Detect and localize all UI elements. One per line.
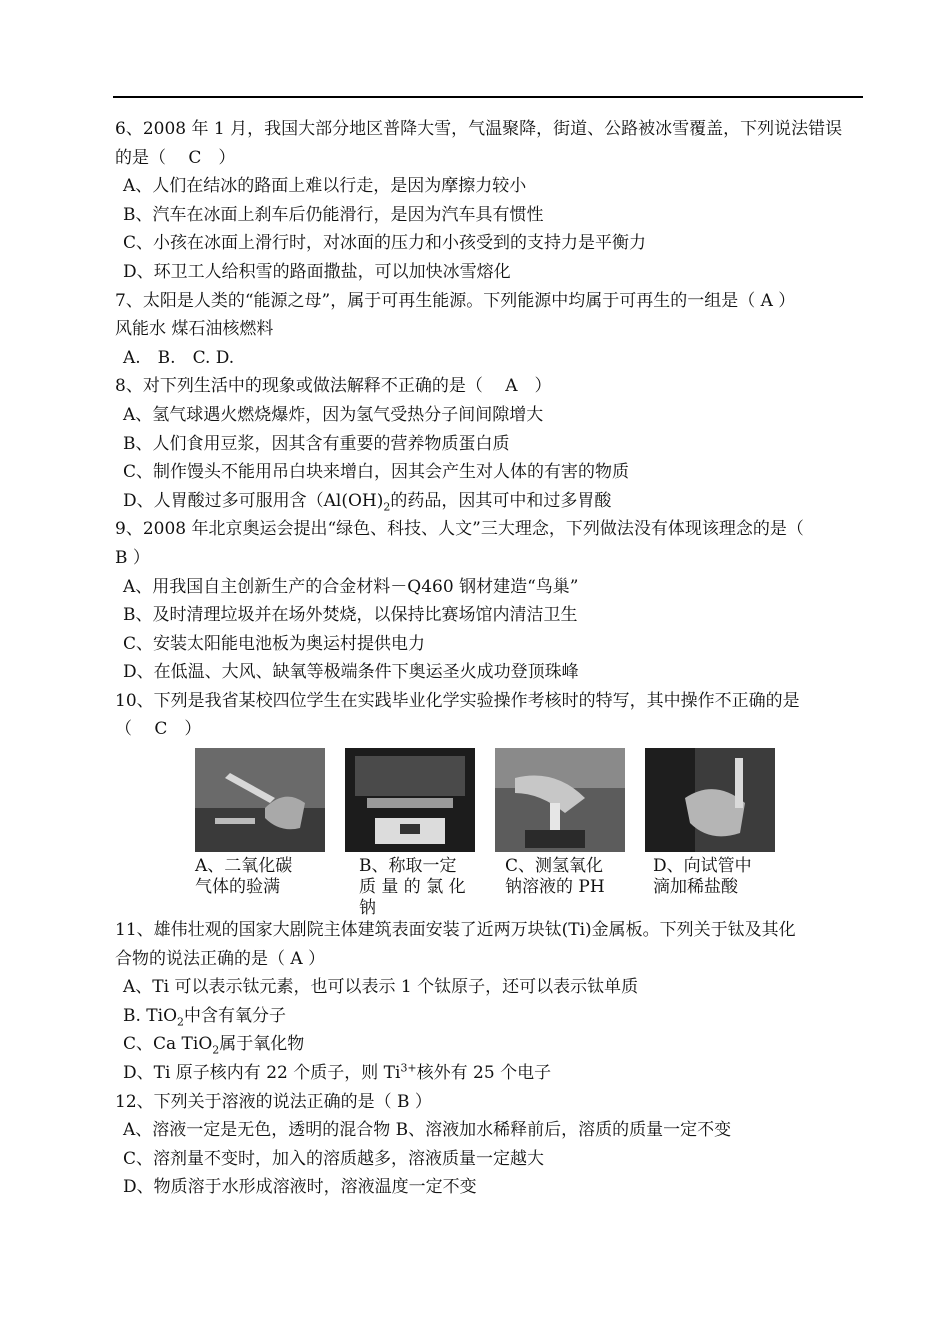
- q11-stem-line1: 11、雄伟壮观的国家大剧院主体建筑表面安装了近两万块钛(Ti)金属板。下列关于钛及其化: [115, 920, 796, 941]
- q10-caption-a: A、二氧化碳 气体的验满: [195, 856, 293, 898]
- q10-caption-c: C、测氢氧化 钠溶液的 PH: [505, 856, 605, 898]
- q6-stem-line2: 的是（ C ）: [115, 147, 236, 168]
- q6-option-a: A、人们在结冰的路面上难以行走，是因为摩擦力较小: [123, 176, 527, 197]
- q9-option-d: D、在低温、大风、缺氧等极端条件下奥运圣火成功登顶珠峰: [123, 662, 579, 683]
- q8-option-d-sub: 2: [383, 500, 391, 514]
- q8-option-d: [115, 487, 865, 516]
- q8-option-c: C、制作馒头不能用吊白块来增白，因其会产生对人体的有害的物质: [123, 462, 630, 483]
- q7-stem-line1: 7、太阳是人类的“能源之母”，属于可再生能源。下列能源中均属于可再生的一组是（ A ）: [115, 290, 796, 311]
- q6-option-b: B、汽车在冰面上刹车后仍能滑行，是因为汽车具有惯性: [123, 204, 544, 225]
- question-sheet: [115, 115, 865, 1202]
- q8-option-d-post: 的药品，因其可中和过多胃酸: [390, 490, 612, 511]
- q9-option-a: A、用我国自主创新生产的合金材料－Q460 钢材建造“鸟巢”: [123, 576, 579, 597]
- q10-stem-line1: 10、下列是我省某校四位学生在实践毕业化学实验操作考核时的特写，其中操作不正确的是: [115, 690, 800, 711]
- q11-stem-line2: 合物的说法正确的是（ A ）: [115, 948, 326, 969]
- q11-option-b: B. TiO$_2$中含有氧分子: [123, 1005, 287, 1029]
- q12-option-c: C、溶剂量不变时，加入的溶质越多，溶液质量一定越大: [123, 1148, 545, 1169]
- q11-option-d: D、Ti 原子核内有 22 个质子，则 $Ti^{3+}$核外有 25 个电子: [123, 1061, 552, 1084]
- q10-photo-d: [645, 748, 775, 852]
- q8-option-a: A、氢气球遇火燃烧爆炸，因为氢气受热分子间间隙增大: [123, 404, 544, 425]
- q10-caption-b: B、称取一定 质 量 的 氯 化 钠: [359, 856, 466, 919]
- q9-stem-line1: 9、2008 年北京奥运会提出“绿色、科技、人文”三大理念，下列做法没有体现该理念的是（: [115, 519, 804, 540]
- q10-caption-row: [115, 852, 865, 919]
- q7-stem-line2: 风能水 煤石油核燃料: [115, 319, 274, 340]
- q6-option-c: C、小孩在冰面上滑行时，对冰面的压力和小孩受到的支持力是平衡力: [123, 233, 647, 254]
- q10-photo-c: [495, 748, 625, 852]
- q11-option-c: C、Ca TiO$_2$属于氧化物: [123, 1034, 305, 1057]
- q12-option-d: D、物质溶于水形成溶液时，溶液温度一定不变: [123, 1177, 477, 1198]
- q9-stem-line2: B ）: [115, 547, 150, 568]
- q6-option-d: D、环卫工人给积雪的路面撒盐，可以加快冰雪熔化: [123, 261, 511, 282]
- q10-photo-b: [345, 748, 475, 852]
- q11-option-a: A、Ti 可以表示钛元素，也可以表示 1 个钛原子，还可以表示钛单质: [123, 977, 639, 998]
- q12-stem: 12、下列关于溶液的说法正确的是（ B ）: [115, 1091, 432, 1112]
- q7-options: A. B. C. D.: [123, 347, 235, 368]
- q10-caption-d: D、向试管中 滴加稀盐酸: [653, 856, 752, 898]
- q9-option-c: C、安装太阳能电池板为奥运村提供电力: [123, 633, 426, 654]
- q10-photo-row: [115, 748, 865, 852]
- q6-stem-line1: 6、2008 年 1 月，我国大部分地区普降大雪，气温聚降，街道、公路被冰雪覆盖，下列说法错误: [115, 119, 843, 139]
- q8-option-d-pre: D、人胃酸过多可服用含（Al(OH): [123, 490, 384, 511]
- q10-stem-line2: （ C ）: [115, 719, 202, 740]
- q8-stem: 8、对下列生活中的现象或做法解释不正确的是（ A ）: [115, 376, 552, 397]
- q8-option-b: B、人们食用豆浆，因其含有重要的营养物质蛋白质: [123, 433, 510, 454]
- q10-photo-a: [195, 748, 325, 852]
- q9-option-b: B、及时清理垃圾并在场外焚烧，以保持比赛场馆内清洁卫生: [123, 605, 578, 626]
- q12-option-ab: A、溶液一定是无色，透明的混合物 B、溶液加水稀释前后，溶质的质量一定不变: [123, 1120, 732, 1141]
- header-rule: [113, 96, 863, 98]
